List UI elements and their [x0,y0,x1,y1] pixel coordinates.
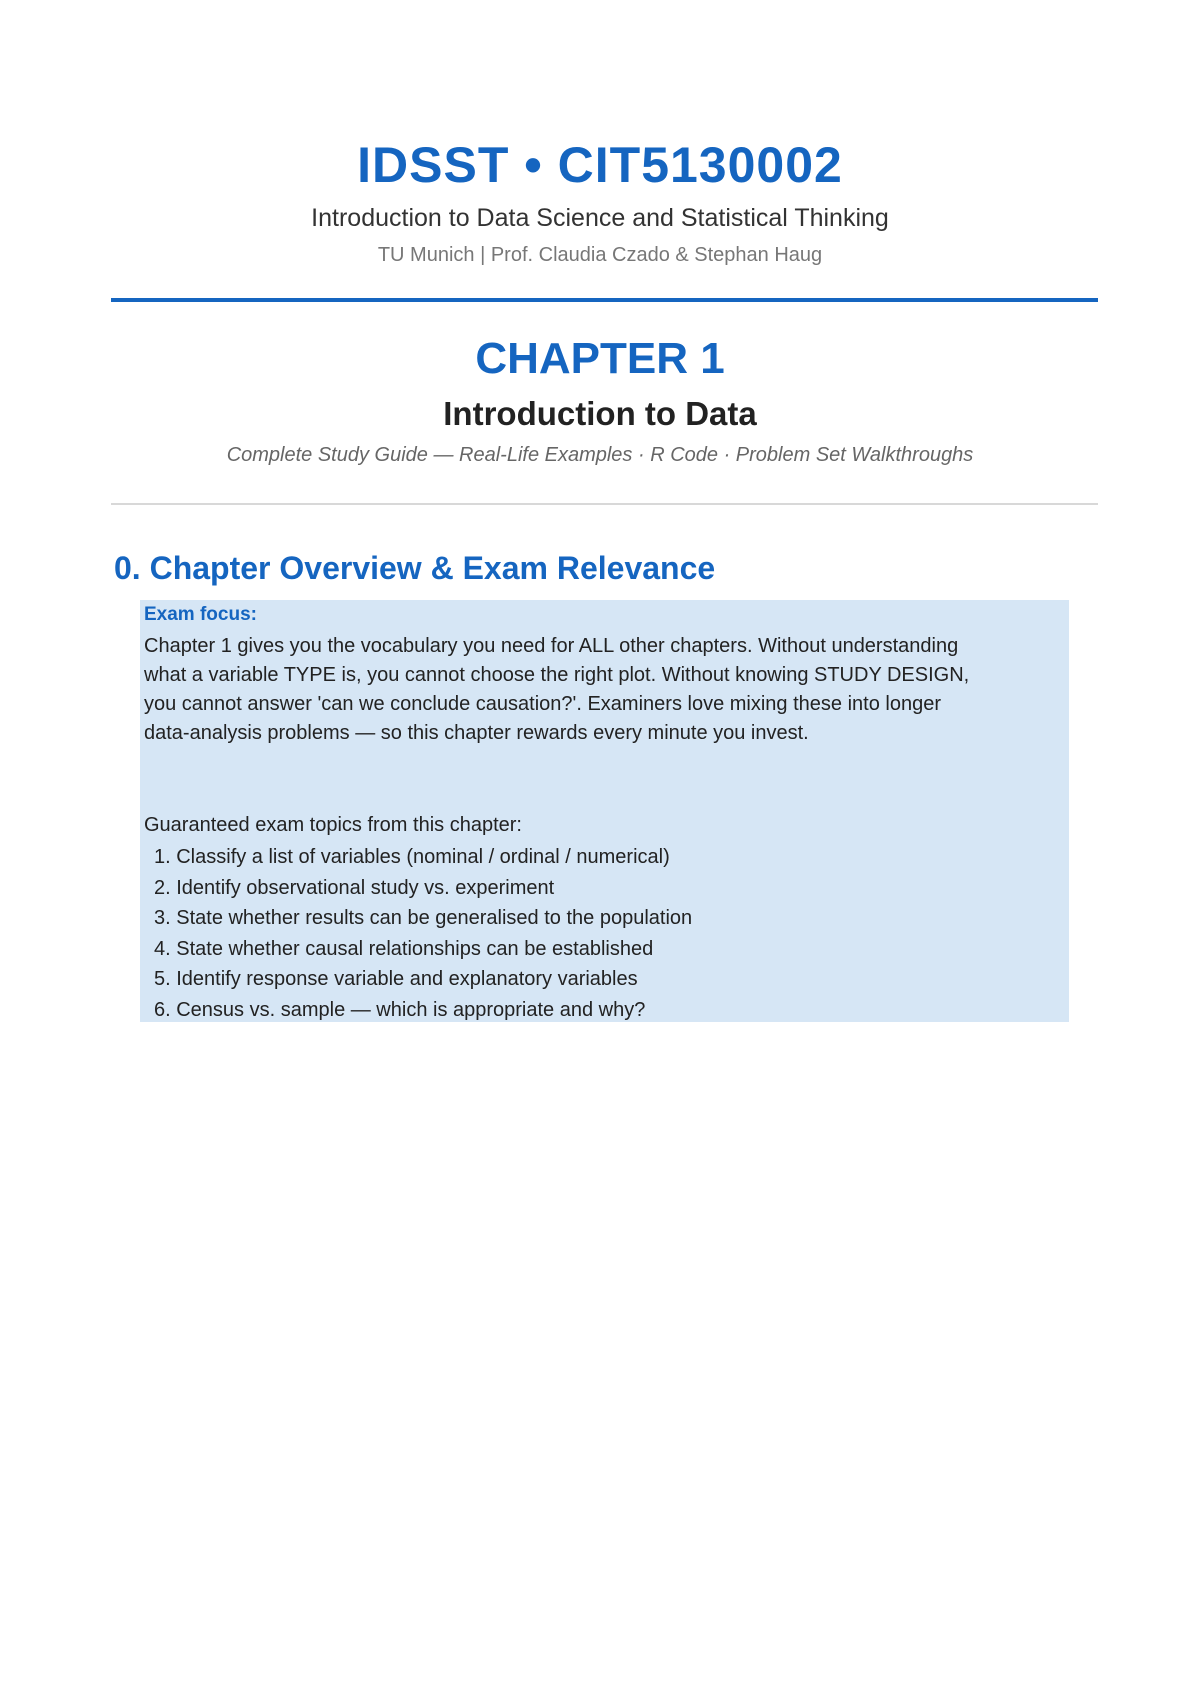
chapter-tagline: Complete Study Guide — Real-Life Examples · R Code · Problem Set Walkthroughs [226,444,974,466]
section-heading: 0. Chapter Overview & Exam Relevance [114,550,716,586]
topic-list [154,842,692,1026]
chapter-divider [111,503,1098,505]
topic-item: 3. State whether results can be generalised to the population [154,907,693,930]
exam-focus-callout [140,600,1069,1022]
topic-item: 5. Identify response variable and explanatory variables [154,968,638,991]
callout-line: what a variable TYPE is, you cannot choose the right plot. Without knowing STUDY DESIGN, [144,664,970,686]
callout-label: Exam focus: [144,604,257,625]
chapter-number: CHAPTER 1 [475,334,725,383]
callout-line: data-analysis problems — so this chapter rewards every minute you invest. [144,722,809,744]
header-divider [111,298,1098,302]
chapter-title: Introduction to Data [443,395,757,432]
callout-line: Chapter 1 gives you the vocabulary you need for ALL other chapters. Without understanding [144,635,959,657]
course-title: IDSST • CIT5130002 [357,137,843,193]
topic-item: 6. Census vs. sample — which is appropriate and why? [154,998,646,1021]
topic-item: 1. Classify a list of variables (nominal / ordinal / numerical) [154,846,670,868]
course-subtitle: Introduction to Data Science and Statistical Thinking [311,204,889,232]
callout-body [144,632,1065,748]
callout-line: you cannot answer 'can we conclude causation?'. Examiners love mixing these into longer [144,693,941,715]
topic-item: 4. State whether causal relationships can be established [154,937,654,960]
topics-title: Guaranteed exam topics from this chapter: [144,814,522,836]
topic-item: 2. Identify observational study vs. experiment [154,876,555,899]
course-authors: TU Munich | Prof. Claudia Czado & Stephan Haug [377,244,823,266]
